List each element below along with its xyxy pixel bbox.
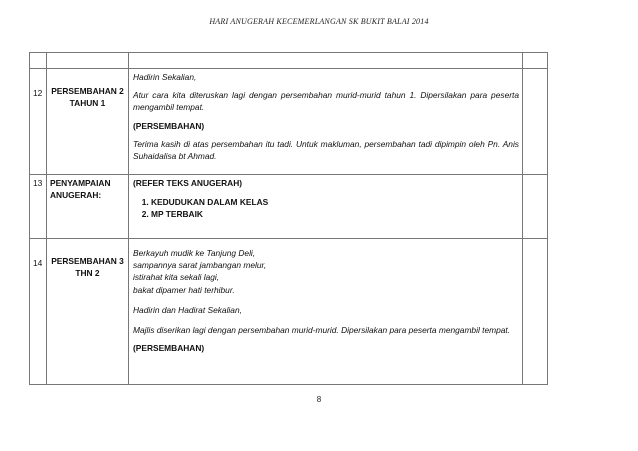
award-list — [133, 196, 519, 220]
item-name-cell — [47, 69, 129, 175]
script-cell — [129, 69, 523, 175]
table-row-13 — [30, 175, 548, 239]
greeting-text: Hadirin Sekalian, — [133, 72, 197, 82]
performance-label: (PERSEMBAHAN) — [133, 343, 205, 354]
row-number — [30, 69, 47, 175]
list-item: 1. KEDUDUKAN DALAM KELAS — [151, 196, 519, 208]
script-paragraph: Atur cara kita diteruskan lagi dengan persembahan murid-murid tahun 1. Dipersilakan para peserta mengambil tempat. — [133, 90, 519, 113]
greeting-text: Hadirin dan Hadirat Sekalian, — [133, 304, 242, 315]
item-name: PERSEMBAHAN 3 THN 2 — [51, 256, 124, 279]
note-cell — [523, 239, 548, 385]
page-number: 8 — [316, 395, 322, 404]
script-cell — [129, 239, 523, 385]
item-name: PENYAMPAIAN ANUGERAH: — [50, 178, 111, 201]
pantun-verse — [133, 247, 519, 296]
page-header-title: HARI ANUGERAH KECEMERLANGAN SK BUKIT BALAI 2014 — [209, 17, 429, 26]
script-paragraph: Terima kasih di atas persembahan itu tadi. Untuk makluman, persembahan tadi dipimpin oleh Pn. Anis Suhaidalisa bt Ahmad. — [133, 138, 519, 161]
performance-label: (PERSEMBAHAN) — [133, 120, 205, 131]
blank-cell — [129, 53, 523, 69]
row-number-text: 13 — [33, 178, 43, 188]
poem-line: bakat dipamer hati terhibur. — [133, 284, 235, 295]
row-number-text: 14 — [33, 258, 43, 268]
blank-cell — [30, 53, 47, 69]
item-name-cell — [47, 239, 129, 385]
note-cell — [523, 69, 548, 175]
blank-cell — [523, 53, 548, 69]
table-row-14 — [30, 239, 548, 385]
poem-line: istirahat kita sekali lagi, — [133, 272, 220, 283]
poem-line: Berkayuh mudik ke Tanjung Deli, — [133, 248, 256, 258]
reference-label: (REFER TEKS ANUGERAH) — [133, 178, 243, 188]
item-name-cell — [47, 175, 129, 239]
table-row-blank — [30, 53, 548, 69]
script-cell — [129, 175, 523, 239]
row-number — [30, 175, 47, 239]
program-table — [29, 52, 548, 385]
row-number — [30, 239, 47, 385]
poem-line: sampannya sarat jambangan melur, — [133, 260, 267, 271]
script-paragraph: Majlis diserikan lagi dengan persembahan murid-murid. Dipersilakan para peserta mengambil tempat. — [133, 324, 511, 335]
note-cell — [523, 175, 548, 239]
table-row-12 — [30, 69, 548, 175]
blank-cell — [47, 53, 129, 69]
item-name: PERSEMBAHAN 2 TAHUN 1 — [51, 86, 124, 109]
list-item: 2. MP TERBAIK — [151, 208, 519, 220]
row-number-text: 12 — [33, 88, 43, 98]
